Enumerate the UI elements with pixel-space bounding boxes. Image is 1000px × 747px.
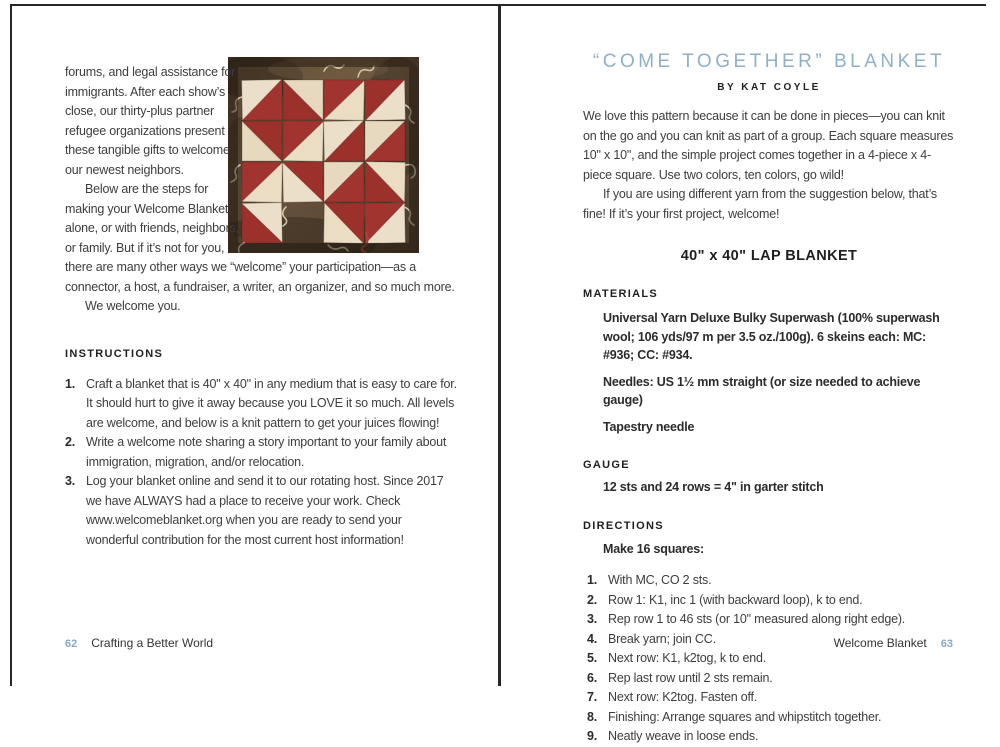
page-number: 63 [940, 638, 953, 650]
direction-step: Rep row 1 to 46 sts (or 10" measured along right edge). [608, 612, 906, 626]
direction-step: Rep last row until 2 sts remain. [608, 670, 773, 685]
left-footer [65, 636, 213, 652]
materials-heading: MATERIALS [583, 288, 659, 300]
intro-paragraph: If you are using different yarn from the suggestion below, that’s fine! If it’s your first project, welcome! [583, 187, 937, 221]
page-left [12, 6, 498, 686]
instruction-item: Log your blanket online and send it to our rotating host. Since 2017 we have ALWAYS had a place to receive your work. Check www.welcomeblanket.org when you are ready to send your wonderful contribution for the most current host information! [86, 474, 444, 547]
gauge-heading: GAUGE [583, 459, 630, 471]
direction-step: Next row: K2tog. Fasten off. [608, 690, 758, 704]
running-title: Crafting a Better World [91, 636, 214, 650]
direction-step: Row 1: K1, inc 1 (with backward loop), k to end. [608, 592, 863, 607]
paragraph: We welcome you. [85, 299, 181, 313]
directions-heading: DIRECTIONS [583, 519, 664, 532]
instructions-list [65, 375, 457, 551]
materials-list [583, 309, 955, 436]
directions-list [587, 571, 955, 747]
running-title: Welcome Blanket [833, 636, 927, 650]
pattern-title: “COME TOGETHER” BLANKET [592, 51, 946, 72]
material-item: Tapestry needle [603, 419, 695, 434]
directions-subheading: Make 16 squares: [603, 541, 705, 556]
size-heading: 40" x 40" LAP BLANKET [680, 248, 858, 264]
page-right [501, 6, 988, 743]
page-number: 62 [65, 638, 78, 650]
right-footer [834, 636, 953, 652]
instructions-heading: INSTRUCTIONS [65, 347, 164, 360]
paragraph: Below are the steps for making your Welcome Blanket, alone, or with friends, neighbors, or family. But if it’s not for you, [65, 182, 239, 255]
instruction-item: Craft a blanket that is 40" x 40" in any medium that is easy to care for. It should hurt to give it away because you LOVE it so much. All levels are welcome, and below is a knit pattern to get your juices flowing! [86, 376, 457, 430]
direction-step: With MC, CO 2 sts. [608, 573, 712, 587]
material-item: Needles: US 1½ mm straight (or size needed to achieve gauge) [603, 374, 921, 407]
paragraph: there are many other ways we “welcome” your participation—as a connector, a host, a fundraiser, a writer, an organizer, and so much more. [65, 260, 455, 294]
instruction-item: Write a welcome note sharing a story important to your family about immigration, migration, and/or relocation. [86, 435, 447, 469]
gauge-text: 12 sts and 24 rows = 4" in garter stitch [603, 480, 824, 494]
gauge-section [583, 458, 955, 497]
materials-section [583, 287, 955, 436]
direction-step: Break yarn; join CC. [608, 631, 716, 646]
direction-step: Finishing: Arrange squares and whipstitch together. [608, 709, 882, 724]
intro-paragraph: We love this pattern because it can be done in pieces—you can knit on the go and you can knit as part of a group. Each square measures 10" x 10", and the simple project comes together in a 4-piece x 4-piece square. Use two colors, ten colors, go wild! [583, 109, 954, 182]
left-page-content [65, 63, 457, 550]
direction-step: Neatly weave in loose ends. [608, 729, 759, 743]
directions-section [583, 519, 955, 747]
wrapped-text-column [65, 63, 239, 258]
material-item: Universal Yarn Deluxe Bulky Superwash (100% superwash wool; 106 yds/97 m per 3.5 oz./100g). 6 skeins each: MC: #936; CC: #934. [603, 311, 940, 362]
paragraph: forums, and legal assistance for immigrants. After each show’s close, our thirty-plus partner refugee organizations present these tangible gifts to welcome our newest neighbors. [65, 65, 236, 177]
direction-step: Next row: K1, k2tog, k to end. [608, 651, 766, 665]
byline: BY KAT COYLE [717, 82, 821, 93]
